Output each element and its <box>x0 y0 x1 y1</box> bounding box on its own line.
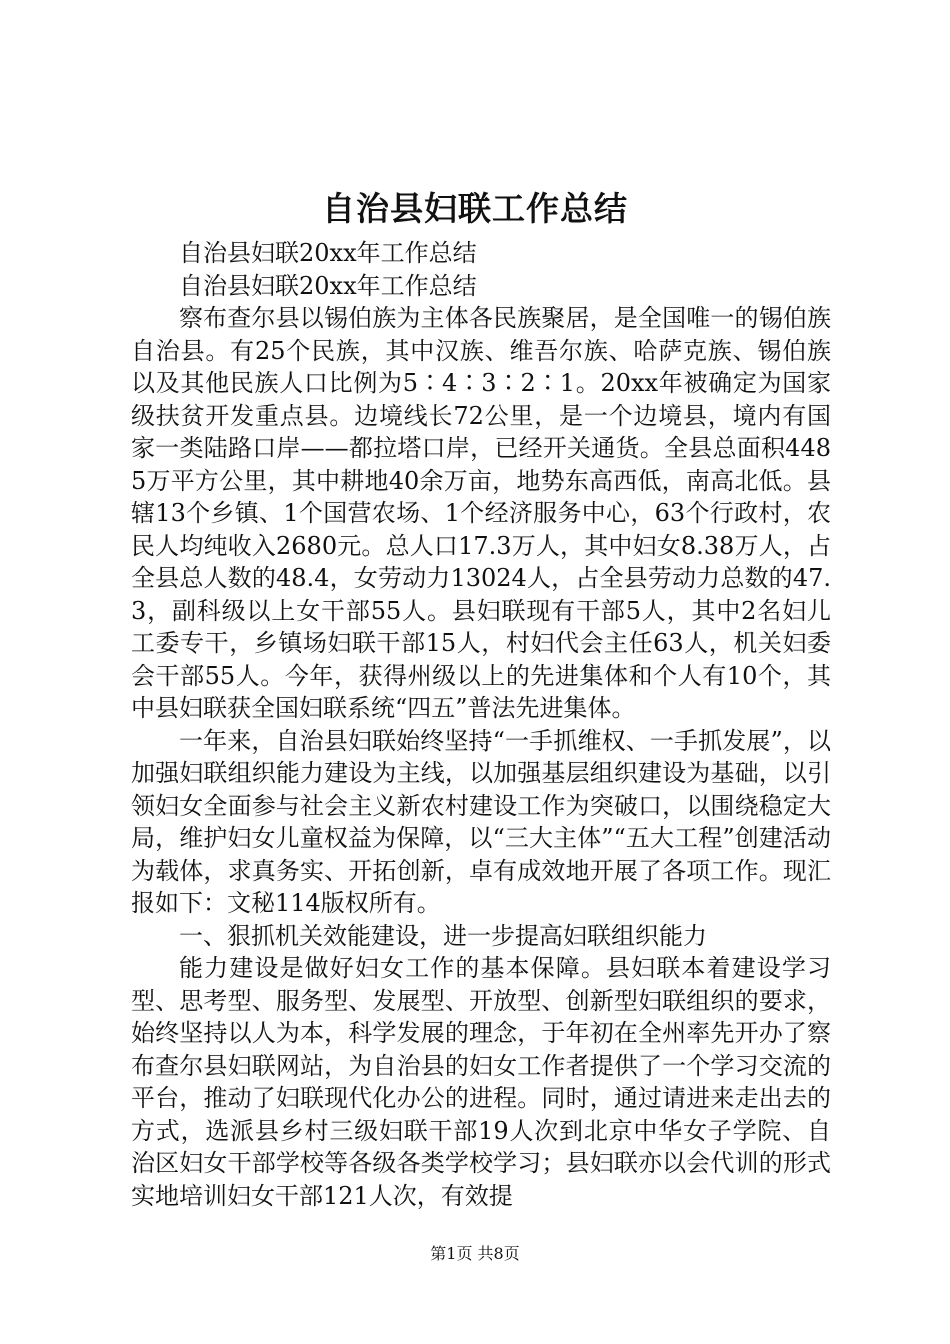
document-body <box>131 237 831 1212</box>
page-number: 第1页 共8页 <box>430 1244 520 1263</box>
subtitle-line-2: 自治县妇联20xx年工作总结 <box>179 271 477 300</box>
document-title: 自治县妇联工作总结 <box>322 189 628 228</box>
subtitle-line-1: 自治县妇联20xx年工作总结 <box>179 239 477 267</box>
paragraph-overview: 察布查尔县以锡伯族为主体各民族聚居，是全国唯一的锡伯族自治县。有25个民族，其中汉族、维吾尔族、哈萨克族、锡伯族以及其他民族人口比例为5∶4∶3∶2∶1。20xx年被确定为国家级扶贫开发重点县。边境线长72公里，是一个边境县，境内有国家一类陆路口岸——都拉塔口岸，已经开关通货。全县总面积4485万平方公里，其中耕地40余万亩，地势东高西低，南高北低。县辖13个乡镇、1个国营农场、1个经济服务中心，63个行政村，农民人均纯收入2680元。总人口17.3万人，其中妇女8.38万人，占全县总人数的48.4，女劳动力13024人，占全县劳动力总数的47.3，副科级以上女干部55人。县妇联现有干部5人，其中2名妇儿工委专干，乡镇场妇联干部15人，村妇代会主任63人，机关妇委会干部55人。今年，获得州级以上的先进集体和个人有10个，其中县妇联获全国妇联系统“四五”普法先进集体。 <box>131 304 831 722</box>
section-heading-1: 一、狠抓机关效能建设，进一步提高妇联组织能力 <box>179 921 707 950</box>
paragraph-summary: 一年来，自治县妇联始终坚持“一手抓维权、一手抓发展”，以加强妇联组织能力建设为主线，以加强基层组织建设为基础，以引领妇女全面参与社会主义新农村建设工作为突破口，以围绕稳定大局，维护妇女儿童权益为保障，以“三大主体”“五大工程”创建活动为载体，求真务实、开拓创新，卓有成效地开展了各项工作。现汇报如下：文秘114版权所有。 <box>131 726 831 917</box>
paragraph-capacity-building: 能力建设是做好妇女工作的基本保障。县妇联本着建设学习型、思考型、服务型、发展型、开放型、创新型妇联组织的要求，始终坚持以人为本，科学发展的理念，于年初在全州率先开办了察布查尔县妇联网站，为自治县的妇女工作者提供了一个学习交流的平台，推动了妇联现代化办公的进程。同时，通过请进来走出去的方式，选派县乡村三级妇联干部19人次到北京中华女子学院、自治区妇女干部学校等各级各类学校学习；县妇联亦以会代训的形式实地培训妇女干部121人次，有效提 <box>131 954 831 1210</box>
